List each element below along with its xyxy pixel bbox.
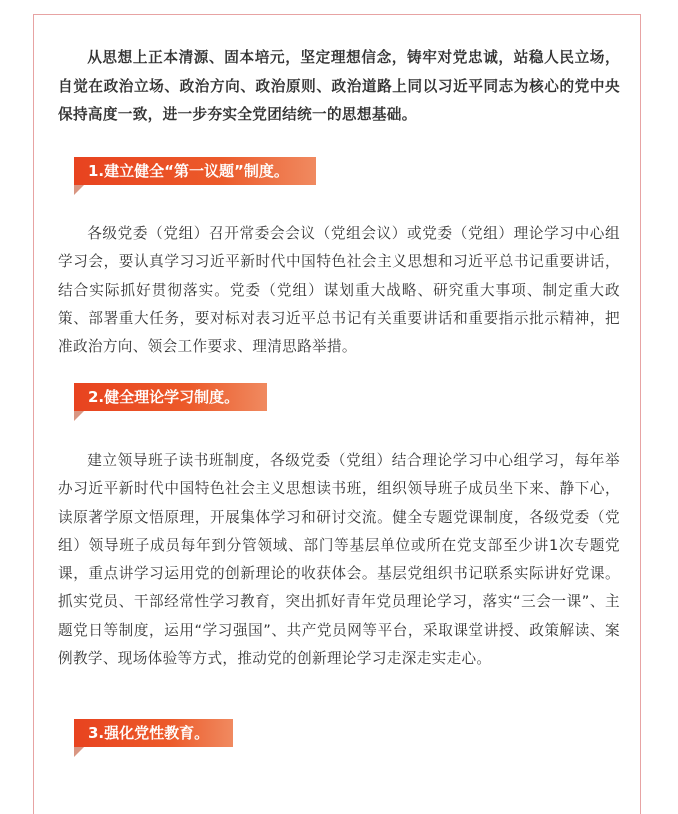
intro-paragraph: 从思想上正本清源、固本培元，坚定理想信念，铸牢对党忠诚，站稳人民立场，自觉在政治立场、政治方向、政治原则、政治道路上同以习近平同志为核心的党中央保持高度一致，进一步夯实全党团结统一的思想基础。	[58, 49, 620, 123]
heading-fold-decoration	[74, 185, 84, 195]
heading-fold-decoration	[74, 411, 84, 421]
content-frame	[33, 14, 641, 814]
heading-fold-decoration	[74, 747, 84, 757]
section-heading-2-label: 2.健全理论学习制度。	[74, 383, 267, 411]
section-heading-1-label: 1.建立健全“第一议题”制度。	[74, 157, 316, 185]
section-heading-3-label: 3.强化党性教育。	[74, 719, 233, 747]
section-2-body: 建立领导班子读书班制度，各级党委（党组）结合理论学习中心组学习，每年举办习近平新时代中国特色社会主义思想读书班，组织领导班子成员坐下来、静下心，读原著学原文悟原理，开展集体学习和研讨交流。健全专题党课制度，各级党委（党组）领导班子成员每年到分管领域、部门等基层单位或所在党支部至少讲1次专题党课，重点讲学习运用党的创新理论的收获体会。基层党组织书记联系实际讲好党课。抓实党员、干部经常性学习教育，突出抓好青年党员理论学习，落实“三会一课”、主题党日等制度，运用“学习强国”、共产党员网等平台，采取课堂讲授、政策解读、案例教学、现场体验等方式，推动党的创新理论学习走深走实走心。	[58, 452, 620, 668]
section-1-body: 各级党委（党组）召开常委会会议（党组会议）或党委（党组）理论学习中心组学习会，要认真学习习近平新时代中国特色社会主义思想和习近平总书记重要讲话，结合实际抓好贯彻落实。党委（党组）谋划重大战略、研究重大事项、制定重大政策、部署重大任务，要对标对表习近平总书记有关重要讲话和重要指示批示精神，把准政治方向、领会工作要求、理清思路举措。	[58, 225, 620, 356]
